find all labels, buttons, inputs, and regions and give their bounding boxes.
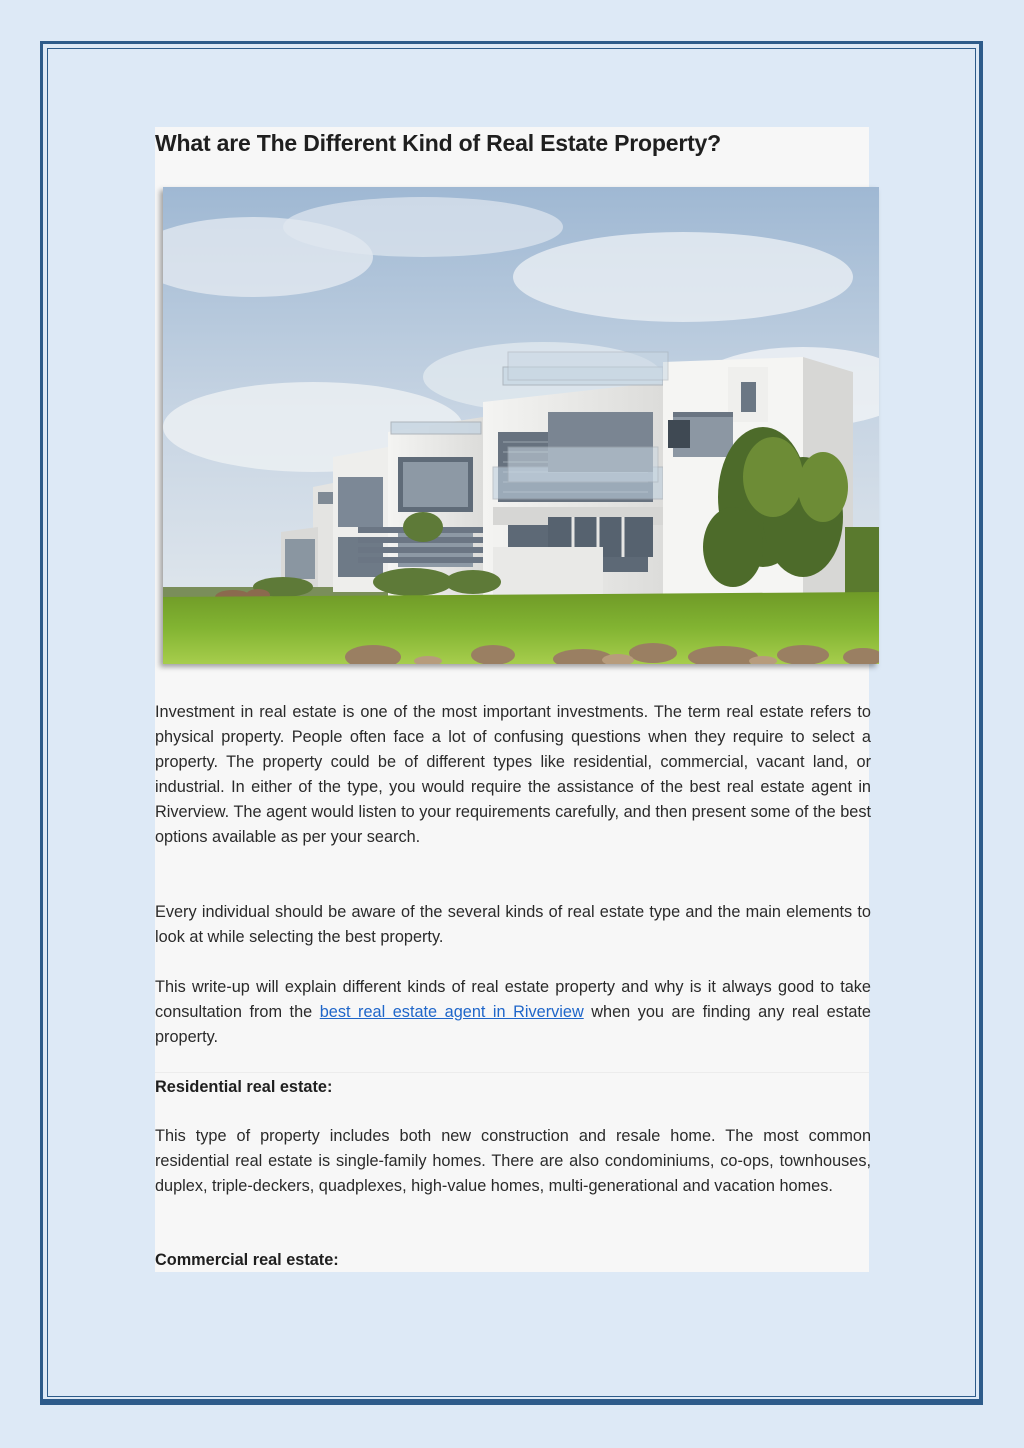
awareness-paragraph: Every individual should be aware of the several kinds of real estate type and the main elements to look at while selecting the best property. xyxy=(155,903,871,946)
writeup-paragraph xyxy=(155,975,871,1050)
writeup-text-before: This write-up will explain different kinds of real estate property and why is it always good to take consultation from the xyxy=(155,978,871,1021)
document-title: What are The Different Kind of Real Estate Property? xyxy=(155,130,721,156)
section-divider xyxy=(155,1072,869,1073)
commercial-heading: Commercial real estate: xyxy=(155,1251,339,1269)
residential-heading: Residential real estate: xyxy=(155,1078,333,1096)
house-photo xyxy=(163,187,879,664)
intro-paragraph: Investment in real estate is one of the most important investments. The term real estate refers to physical property. People often face a lot of confusing questions when they require to select a property. The property could be of different types like residential, commercial, vacant land, or industrial. In either of the type, you would require the assistance of the best real estate agent in Riverview. The agent would listen to your requirements carefully, and then present some of the best options available as per your search. xyxy=(155,703,871,846)
best-agent-link[interactable]: best real estate agent in Riverview xyxy=(319,1003,584,1021)
page-frame-shadow-right xyxy=(979,41,983,1402)
writeup-text-after: when you are finding any real estate property. xyxy=(155,1003,871,1046)
page-frame-shadow-bottom xyxy=(40,1401,983,1405)
residential-paragraph: This type of property includes both new construction and resale home. The most common residential real estate is single-family homes. There are also condominiums, co-ops, townhouses, duplex, triple-deckers, quadplexes, high-value homes, multi-generational and vacation homes. xyxy=(155,1127,871,1195)
house-photo-icon xyxy=(163,187,879,664)
